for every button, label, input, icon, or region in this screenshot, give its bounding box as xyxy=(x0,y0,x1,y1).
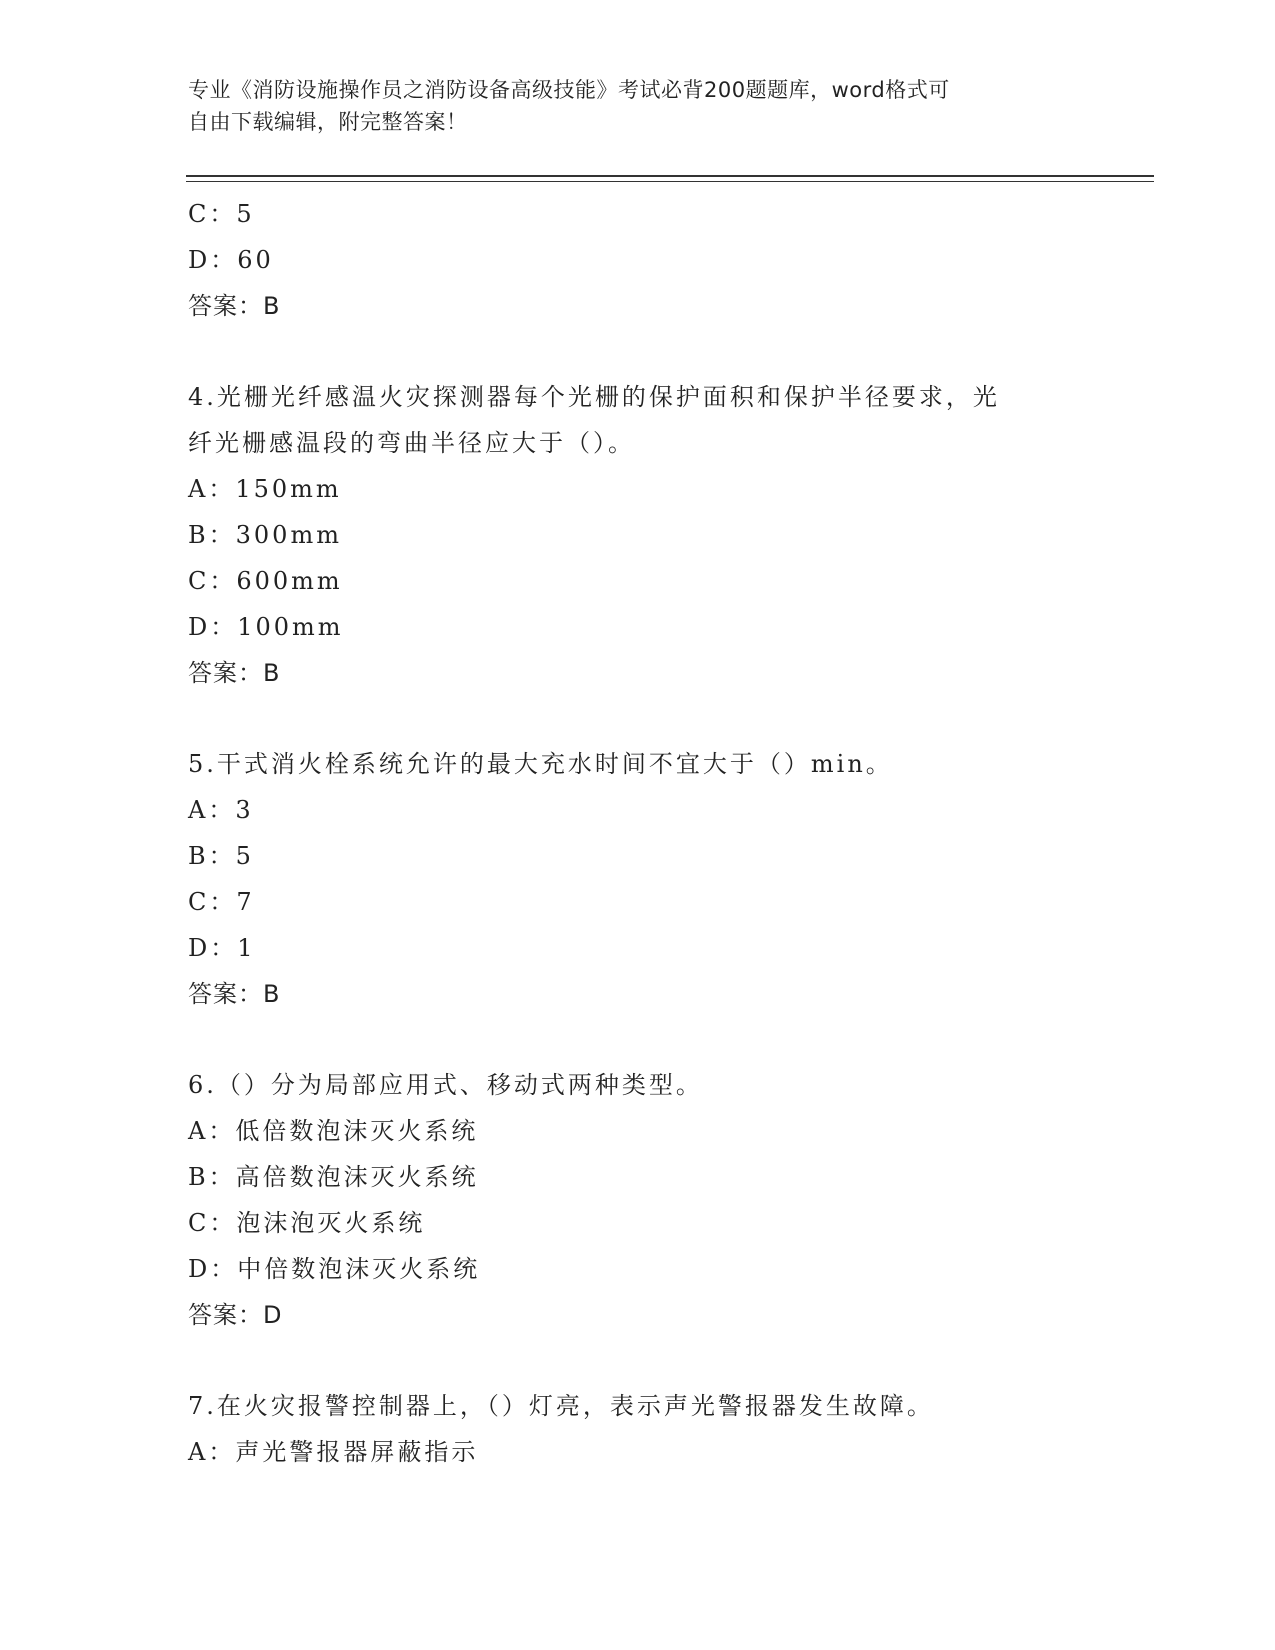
document-header xyxy=(188,74,1088,138)
question-stem: 6.（）分为局部应用式、移动式两种类型。 xyxy=(188,1071,703,1099)
option-b: B：5 xyxy=(188,842,254,870)
header-divider-thin xyxy=(186,181,1154,182)
question-stem: 纤光栅感温段的弯曲半径应大于（）。 xyxy=(188,429,635,457)
option-d: D：1 xyxy=(188,934,256,962)
option-d: D：100mm xyxy=(188,613,344,641)
option-c: C：5 xyxy=(188,200,255,228)
option-a: A：3 xyxy=(188,796,254,824)
question-stem: 7.在火灾报警控制器上，（）灯亮，表示声光警报器发生故障。 xyxy=(188,1392,934,1420)
option-d: D：中倍数泡沫灭火系统 xyxy=(188,1255,481,1283)
answer-line: 答案：B xyxy=(188,659,281,687)
header-title-line-1: 专业《消防设施操作员之消防设备高级技能》考试必背200题题库，word格式可 xyxy=(188,78,950,102)
option-c: C：泡沫泡灭火系统 xyxy=(188,1209,426,1237)
option-a: A：声光警报器屏蔽指示 xyxy=(188,1438,479,1466)
option-c: C：600mm xyxy=(188,567,343,595)
option-b: B：高倍数泡沫灭火系统 xyxy=(188,1163,479,1191)
option-b: B：300mm xyxy=(188,521,342,549)
answer-line: 答案：D xyxy=(188,1301,283,1329)
header-divider xyxy=(186,175,1154,177)
option-d: D：60 xyxy=(188,246,274,274)
answer-line: 答案：B xyxy=(188,980,281,1008)
question-stem: 4.光栅光纤感温火灾探测器每个光栅的保护面积和保护半径要求，光 xyxy=(188,383,1000,411)
option-c: C：7 xyxy=(188,888,255,916)
option-a: A：150mm xyxy=(188,475,342,503)
question-list xyxy=(188,191,1088,1475)
answer-line: 答案：B xyxy=(188,292,281,320)
option-a: A：低倍数泡沫灭火系统 xyxy=(188,1117,479,1145)
header-title-line-2: 自由下载编辑，附完整答案！ xyxy=(188,110,468,134)
question-stem: 5.干式消火栓系统允许的最大充水时间不宜大于（）min。 xyxy=(188,750,893,778)
